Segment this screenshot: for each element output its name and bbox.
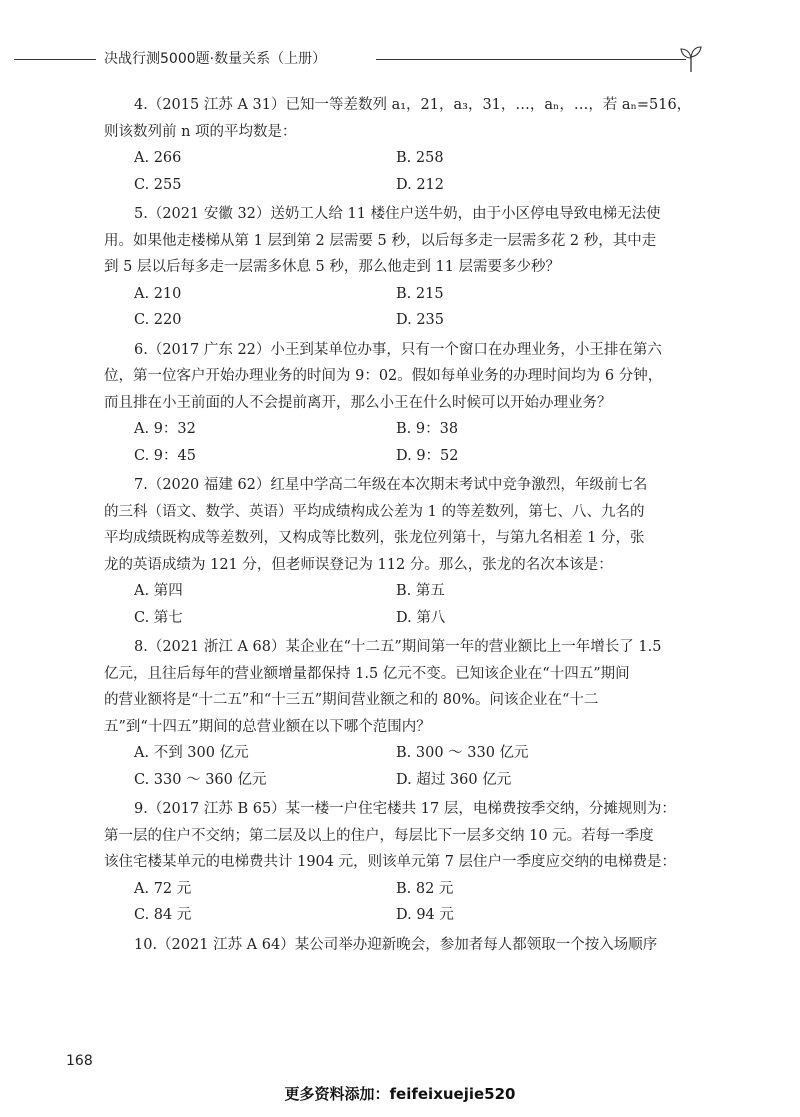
header-rule-left bbox=[14, 59, 96, 60]
footer-promo bbox=[0, 1083, 800, 1104]
question-8 bbox=[104, 634, 704, 793]
question-text-line: 平均成绩既构成等差数列，又构成等比数列，张龙位列第十，与第九名相差 1 分，张 bbox=[104, 530, 645, 546]
question-9 bbox=[104, 796, 704, 929]
question-text-line: 龙的英语成绩为 121 分，但老师误登记为 112 分。那么，张龙的名次本该是： bbox=[104, 556, 613, 573]
question-text-line: 位，第一位客户开始办理业务的时间为 9：02。假如每单业务的办理时间均为 6 分钟， bbox=[104, 368, 663, 384]
question-text-line: 该住宅楼某单元的电梯费共计 1904 元，则该单元第 7 层住户一季度应交纳的电梯费是： bbox=[104, 854, 677, 870]
question-6 bbox=[104, 337, 704, 470]
option-b: B. 258 bbox=[396, 150, 444, 166]
options bbox=[104, 876, 704, 929]
question-text-line: 第一层的住户不交纳；第二层及以上的住户，每层比下一层多交纳 10 元。若每一季度 bbox=[104, 827, 654, 844]
question-text-line: 7.（2020 福建 62）红星中学高二年级在本次期末考试中竞争激烈，年级前七名 bbox=[134, 477, 648, 493]
option-d: D. 超过 360 亿元 bbox=[396, 771, 512, 788]
question-list bbox=[104, 92, 704, 958]
question-text-line: 到 5 层以后每多走一层需多休息 5 秒，那么他走到 11 层需要多少秒？ bbox=[104, 259, 561, 275]
question-text-line: 亿元，且往后每年的营业额增量都保持 1.5 亿元不变。已知该企业在“十四五”期间 bbox=[104, 665, 630, 682]
question-5 bbox=[104, 201, 704, 334]
options bbox=[104, 281, 704, 334]
option-d: D. 9：52 bbox=[396, 447, 459, 464]
question-text-line: 5.（2021 安徽 32）送奶工人给 11 楼住户送牛奶，由于小区停电导致电梯无法使 bbox=[134, 206, 661, 222]
option-d: D. 第八 bbox=[396, 609, 446, 626]
sprout-icon bbox=[678, 44, 704, 74]
option-d: D. 212 bbox=[396, 176, 445, 193]
page-number: 168 bbox=[66, 1053, 93, 1069]
option-c: C. 330 ～ 360 亿元 bbox=[134, 771, 267, 788]
question-text-line: 则该数列前 n 项的平均数是： bbox=[104, 123, 297, 140]
question-text-line: 用。如果他走楼梯从第 1 层到第 2 层需要 5 秒，以后每多走一层需多花 2 秒，其中走 bbox=[104, 232, 657, 249]
option-c: C. 255 bbox=[134, 176, 182, 193]
option-c: C. 220 bbox=[134, 312, 182, 328]
question-text-line: 8.（2021 浙江 A 68）某企业在“十二五”期间第一年的营业额比上一年增长了 1.5 bbox=[134, 639, 662, 655]
option-c: C. 9：45 bbox=[134, 447, 196, 464]
question-text-line: 的三科（语文、数学、英语）平均成绩构成公差为 1 的等差数列，第七、八、九名的 bbox=[104, 503, 645, 520]
option-a: A. 210 bbox=[134, 285, 182, 302]
question-text-line: 9.（2017 江苏 B 65）某一楼一户住宅楼共 17 层，电梯费按季交纳，分摊规则为： bbox=[134, 801, 676, 817]
option-b: B. 9：38 bbox=[396, 421, 459, 437]
question-text-line: 而且排在小王前面的人不会提前离开，那么小王在什么时候可以开始办理业务？ bbox=[104, 394, 612, 411]
footer-contact: feifeixuejie520 bbox=[389, 1085, 516, 1103]
question-text-line: 4.（2015 江苏 A 31）已知一等差数列 a₁，21，a₃，31，…，aₙ，…，若 aₙ=516， bbox=[134, 97, 692, 113]
question-text-line: 的营业额将是“十二五”和“十三五”期间营业额之和的 80%。问该企业在“十二 bbox=[104, 692, 599, 708]
page-header bbox=[0, 44, 800, 74]
question-text-line: 五”到“十四五”期间的总营业额在以下哪个范围内？ bbox=[104, 718, 431, 735]
question-text-line: 10.（2021 江苏 A 64）某公司举办迎新晚会，参加者每人都领取一个按入场顺序 bbox=[134, 936, 658, 953]
footer-label: 更多资料添加： bbox=[284, 1085, 390, 1103]
question-text-line: 6.（2017 广东 22）小王到某单位办事，只有一个窗口在办理业务，小王排在第六 bbox=[134, 341, 662, 358]
option-a: A. 72 元 bbox=[134, 880, 192, 897]
question-7 bbox=[104, 472, 704, 631]
option-a: A. 第四 bbox=[134, 583, 183, 599]
option-a: A. 266 bbox=[134, 150, 182, 166]
header-rule-right bbox=[376, 59, 686, 60]
question-4 bbox=[104, 92, 704, 198]
options bbox=[104, 578, 704, 631]
question-10 bbox=[104, 932, 704, 959]
option-d: D. 94 元 bbox=[396, 907, 454, 923]
option-c: C. 第七 bbox=[134, 609, 183, 626]
header-title: 决战行测5000题·数量关系（上册） bbox=[104, 51, 327, 67]
option-d: D. 235 bbox=[396, 312, 445, 328]
option-b: B. 300 ～ 330 亿元 bbox=[396, 745, 529, 761]
option-a: A. 9：32 bbox=[134, 421, 196, 437]
option-a: A. 不到 300 亿元 bbox=[134, 745, 249, 761]
option-b: B. 82 元 bbox=[396, 880, 454, 897]
option-b: B. 第五 bbox=[396, 583, 445, 599]
option-b: B. 215 bbox=[396, 285, 444, 302]
options bbox=[104, 740, 704, 793]
option-c: C. 84 元 bbox=[134, 907, 192, 923]
options bbox=[104, 145, 704, 198]
options bbox=[104, 416, 704, 469]
